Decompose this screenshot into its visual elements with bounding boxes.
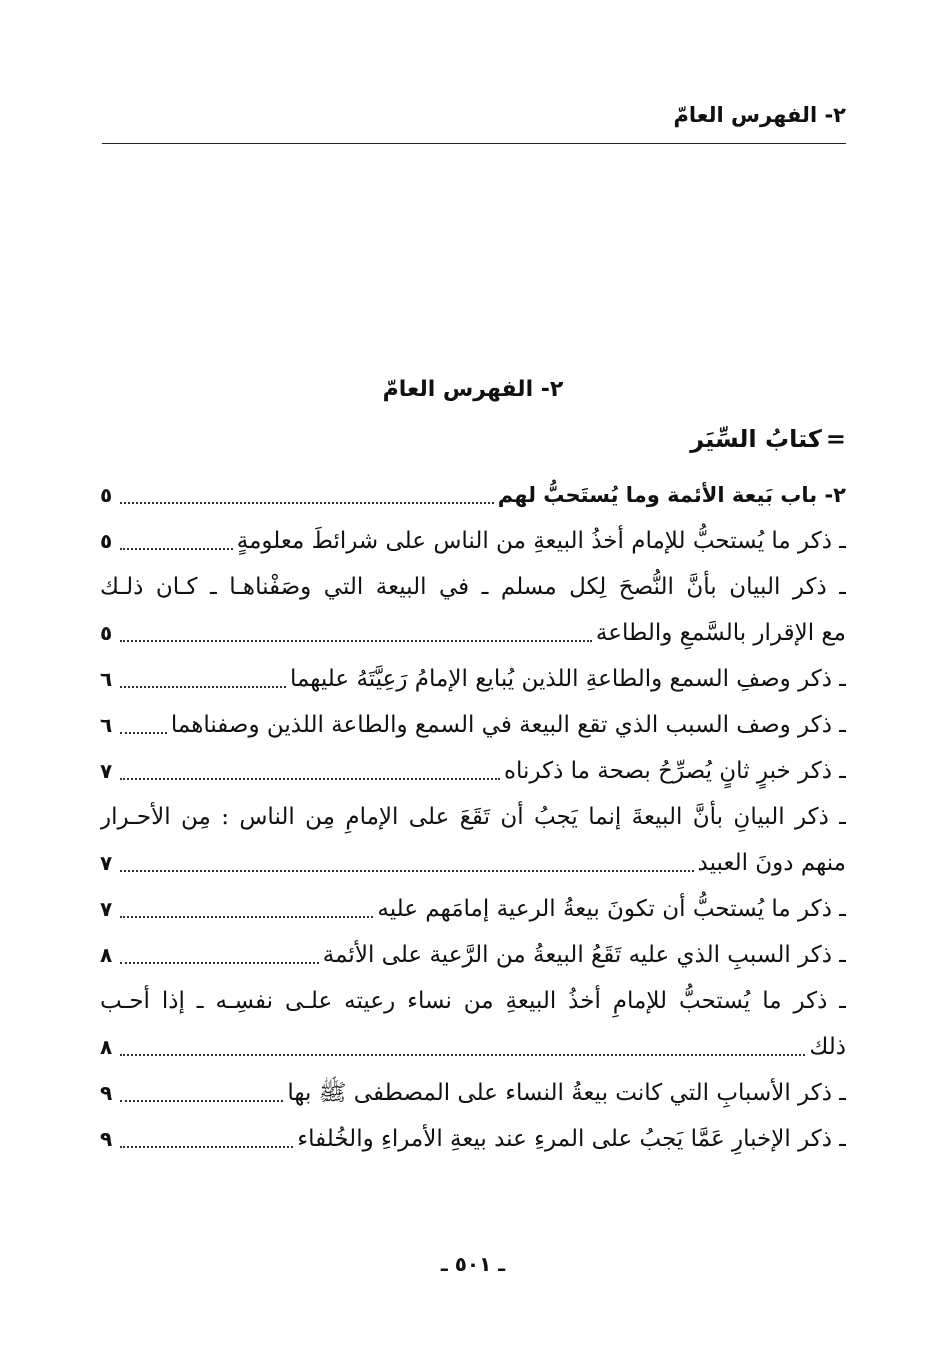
header-rule: [102, 143, 846, 144]
toc-entry-text: ـ ذكر ما يُستحبُّ للإمامِ أخذُ البيعةِ من نساء رعيته علـى نفسِـه ـ إذا أحـب: [100, 988, 846, 1014]
dot-leader: [120, 548, 233, 550]
book-heading: [690, 425, 846, 453]
toc-entry-text: مع الإقرار بالسَّمعِ والطاعة: [595, 620, 846, 646]
toc-entry-text: منهم دونَ العبيد: [697, 850, 846, 876]
toc-entry-text: ـ ذكر خبرٍ ثانٍ يُصرِّحُ بصحة ما ذكرناه: [503, 758, 846, 784]
toc-entry-text: ـ ذكر وصفِ السمع والطاعةِ اللذين يُبايع الإمامُ رَعِيَّتَهُ عليهما: [289, 666, 846, 692]
dot-leader: [120, 870, 694, 872]
toc-entry-text: ـ ذكر البيان بأنَّ النُّصحَ لِكل مسلم ـ في البيعة التي وصَفْناهـا ـ كـان ذلـك: [100, 574, 846, 600]
dot-leader: [120, 778, 500, 780]
toc-entry-page: ٥: [100, 621, 113, 645]
dot-leader: [120, 962, 319, 964]
toc-entry: [100, 886, 846, 932]
toc-entry: [100, 1116, 846, 1162]
toc-entry-page: ٧: [100, 759, 113, 783]
toc-entry-text: ـ ذكر السببِ الذي عليه تَقَعُ البيعةُ من الرَّعية على الأئمة: [322, 942, 846, 968]
toc-entry: [100, 518, 846, 564]
toc-entry-text: ـ ذكر وصف السبب الذي تقع البيعة في السمع والطاعة اللذين وصفناهما: [170, 712, 846, 738]
section-title: ٢- الفهرس العامّ: [382, 377, 564, 402]
toc-entry: [100, 1024, 846, 1070]
toc-entry-page: ٥: [100, 483, 113, 507]
toc-entry-text: ـ ذكر الإخبارِ عَمَّا يَجبُ على المرءِ عند بيعةِ الأمراءِ والخُلفاء: [297, 1126, 846, 1152]
toc-entry-text: ذلك: [809, 1034, 846, 1060]
page-number: ـ ٥٠١ ـ: [440, 1252, 506, 1276]
toc-entry-page: ٦: [100, 713, 113, 737]
book-heading-title: كتابُ السِّيَر: [690, 425, 822, 453]
toc-entry-text: ٢- باب بَيعة الأئمة وما يُستَحبُّ لهم: [497, 483, 846, 507]
dot-leader: [120, 686, 286, 688]
book-heading-mark: =: [825, 425, 846, 453]
toc-entry-text: ـ ذكر الأسبابِ التي كانت بيعةُ النساء على المصطفى ﷺ بها: [287, 1080, 846, 1106]
table-of-contents: [100, 472, 846, 1162]
toc-entry-text: ـ ذكر البيانِ بأنَّ البيعةَ إنما يَجبُ أن تَقَعَ على الإمامِ مِن الناس : مِن الأحـرار: [100, 804, 846, 830]
toc-entry-page: ٧: [100, 851, 113, 875]
toc-entry-page: ٨: [100, 943, 113, 967]
toc-entry: [100, 656, 846, 702]
toc-entry-page: ٧: [100, 897, 113, 921]
dot-leader: [120, 1100, 283, 1102]
toc-entry: [100, 748, 846, 794]
dot-leader: [120, 1054, 805, 1056]
toc-entry: [100, 794, 846, 840]
dot-leader: [120, 1146, 293, 1148]
toc-entry: [100, 1070, 846, 1116]
running-head: ٢- الفهرس العامّ: [673, 103, 846, 127]
toc-entry-page: ٦: [100, 667, 113, 691]
dot-leader: [120, 502, 494, 504]
toc-entry-text: ـ ذكر ما يُستحبُّ أن تكونَ بيعةُ الرعية إمامَهم عليه: [377, 896, 846, 922]
toc-entry: [100, 702, 846, 748]
toc-entry: [100, 978, 846, 1024]
toc-entry-page: ٨: [100, 1035, 113, 1059]
toc-entry: [100, 564, 846, 610]
toc-entry: [100, 472, 846, 518]
dot-leader: [120, 916, 373, 918]
toc-entry: [100, 932, 846, 978]
toc-entry: [100, 840, 846, 886]
toc-entry-page: ٩: [100, 1081, 113, 1105]
toc-entry-text: ـ ذكر ما يُستحبُّ للإمام أخذُ البيعةِ من الناس على شرائطَ معلومةٍ: [236, 528, 846, 554]
toc-entry-page: ٥: [100, 529, 113, 553]
dot-leader: [120, 640, 592, 642]
toc-entry: [100, 610, 846, 656]
dot-leader: [120, 732, 167, 734]
toc-entry-page: ٩: [100, 1127, 113, 1151]
